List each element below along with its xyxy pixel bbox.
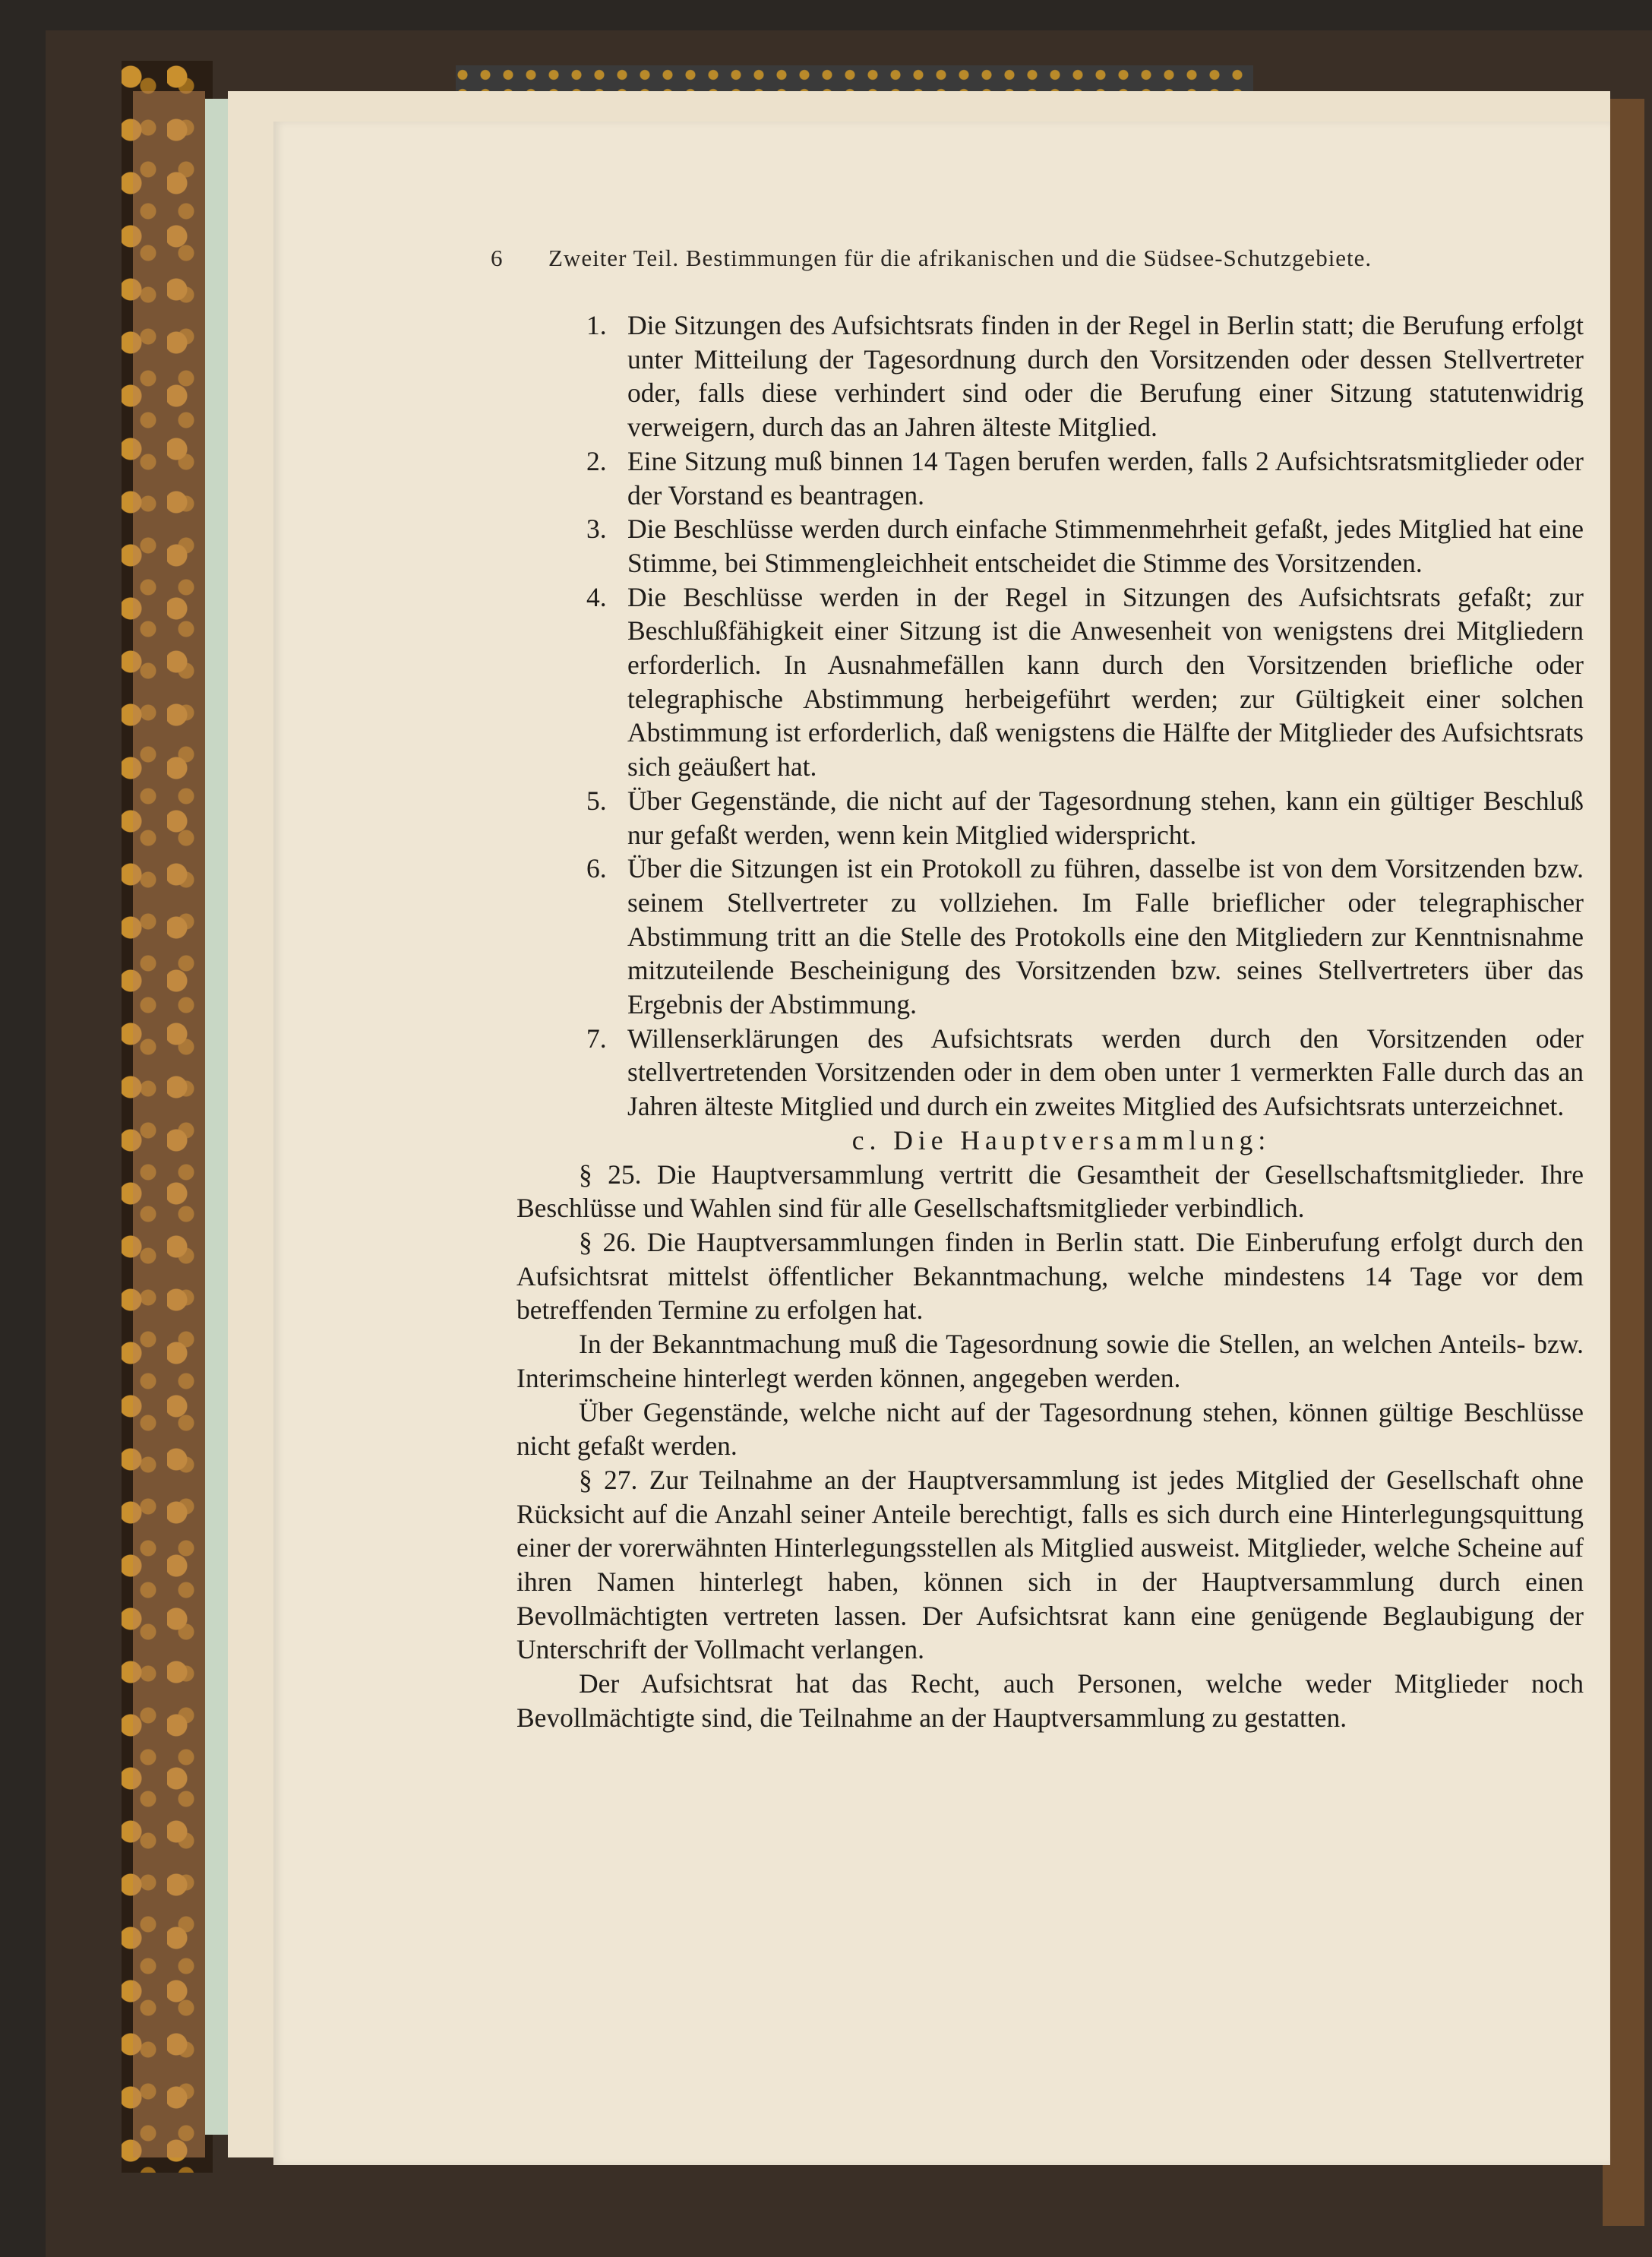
section-heading: c. Die Hauptversammlung: [851,1124,1271,1155]
list-item [516,784,1584,852]
paragraph: In der Bekanntmachung muß die Tagesordnung sowie die Stellen, an welchen Anteils- bzw. Interimscheine hinterlegt werden können, angegeben werden. [516,1329,1584,1393]
page-body [516,308,1584,1735]
paragraph: § 27. Zur Teilnahme an der Hauptversammlung ist jedes Mitglied der Gesellschaft ohne Rücksicht auf die Anzahl seiner Anteile berechtigt, falls es sich durch eine Hinterlegungsquittung einer der vorerwähnten Hinterlegungsstellen als Mitglied ausweist. Mitglieder, welche Scheine auf ihren Namen hinterlegt haben, können sich in der Hauptversammlung durch einen Bevollmächtigten vertreten lassen. Der Aufsichtsrat kann eine genügende Beglaubigung der Unterschrift der Vollmacht verlangen. [516,1464,1584,1665]
item-number: 3. [586,514,607,545]
leather-spine [133,91,205,2157]
list-item [516,852,1584,1022]
paragraph: Der Aufsichtsrat hat das Recht, auch Personen, welche weder Mitglieder noch Bevollmächtigte sind, die Teilnahme an der Hauptversammlung zu gestatten. [516,1668,1584,1733]
paragraph: Über Gegenstände, welche nicht auf der Tagesordnung stehen, können gültige Beschlüsse nicht gefaßt werden. [516,1396,1584,1462]
item-number: 1. [586,310,607,340]
item-number: 2. [586,445,607,476]
paragraph: § 26. Die Hauptversammlungen finden in Berlin statt. Die Einberufung erfolgt durch den Aufsichtsrat mittelst öffentlicher Bekanntmachung, welche mindestens 14 Tage vor dem betreffenden Termine zu erfolgen hat. [516,1226,1584,1326]
item-text: Über die Sitzungen ist ein Protokoll zu führen, dasselbe ist von dem Vorsitzenden bzw. seinem Stellvertreter zu vollziehen. Im Falle brieflicher oder telegraphischer Abstimmung tritt an die Stelle des Protokolls eine den Mitgliedern zur Kenntnisnahme mitzuteilende Bescheinigung des Vorsitzenden bzw. seines Stellvertreters über das Ergebnis der Abstimmung. [627,853,1584,1020]
item-text: Die Beschlüsse werden in der Regel in Sitzungen des Aufsichtsrats gefaßt; zur Beschlußfähigkeit einer Sitzung ist die Anwesenheit von wenigstens drei Mitgliedern erforderlich. In Ausnahmefällen kann durch den Vorsitzenden briefliche oder telegraphische Abstimmung herbeigeführt werden; zur Gültigkeit einer solchen Abstimmung ist erforderlich, daß wenigstens die Hälfte der Mitglieder des Aufsichtsrats sich geäußert hat. [627,581,1584,782]
running-head-title: Zweiter Teil. Bestimmungen für die afrikanischen und die Südsee-Schutzgebiete. [548,245,1372,271]
list-item [516,444,1584,512]
item-number: 6. [586,853,607,884]
item-number: 7. [586,1023,607,1054]
item-text: Die Sitzungen des Aufsichtsrats finden in der Regel in Berlin statt; die Berufung erfolgt unter Mitteilung der Tagesordnung durch den Vorsitzenden oder dessen Stellvertreter oder, falls diese verhindert sind oder die Berufung einer Sitzung statutenwidrig verweigern, durch das an Jahren älteste Mitglied. [627,310,1584,443]
paragraph: § 25. Die Hauptversammlung vertritt die Gesamtheit der Gesellschaftsmitglieder. Ihre Beschlüsse und Wahlen sind für alle Gesellschaftsmitglieder verbindlich. [516,1159,1584,1224]
item-number: 4. [586,581,607,612]
item-text: Eine Sitzung muß binnen 14 Tagen berufen werden, falls 2 Aufsichtsratsmitglieder oder der Vorstand es beantragen. [627,445,1584,511]
list-item [516,512,1584,580]
item-number: 5. [586,785,607,816]
list-item [516,1022,1584,1124]
list-item [516,580,1584,784]
list-item [516,308,1584,444]
item-text: Über Gegenstände, die nicht auf der Tagesordnung stehen, kann ein gültiger Beschluß nur gefaßt werden, wenn kein Mitglied widerspricht. [627,785,1584,850]
page-number: 6 [491,245,504,271]
item-text: Willenserklärungen des Aufsichtsrats werden durch den Vorsitzenden oder stellvertretenden Vorsitzenden oder in dem oben unter 1 vermerkten Falle durch das an Jahren älteste Mitglied und durch ein zweites Mitglied des Aufsichtsrats unterzeichnet. [627,1023,1584,1122]
item-text: Die Beschlüsse werden durch einfache Stimmenmehrheit gefaßt, jedes Mitglied hat eine Stimme, bei Stimmengleichheit entscheidet die Stimme des Vorsitzenden. [627,514,1584,578]
